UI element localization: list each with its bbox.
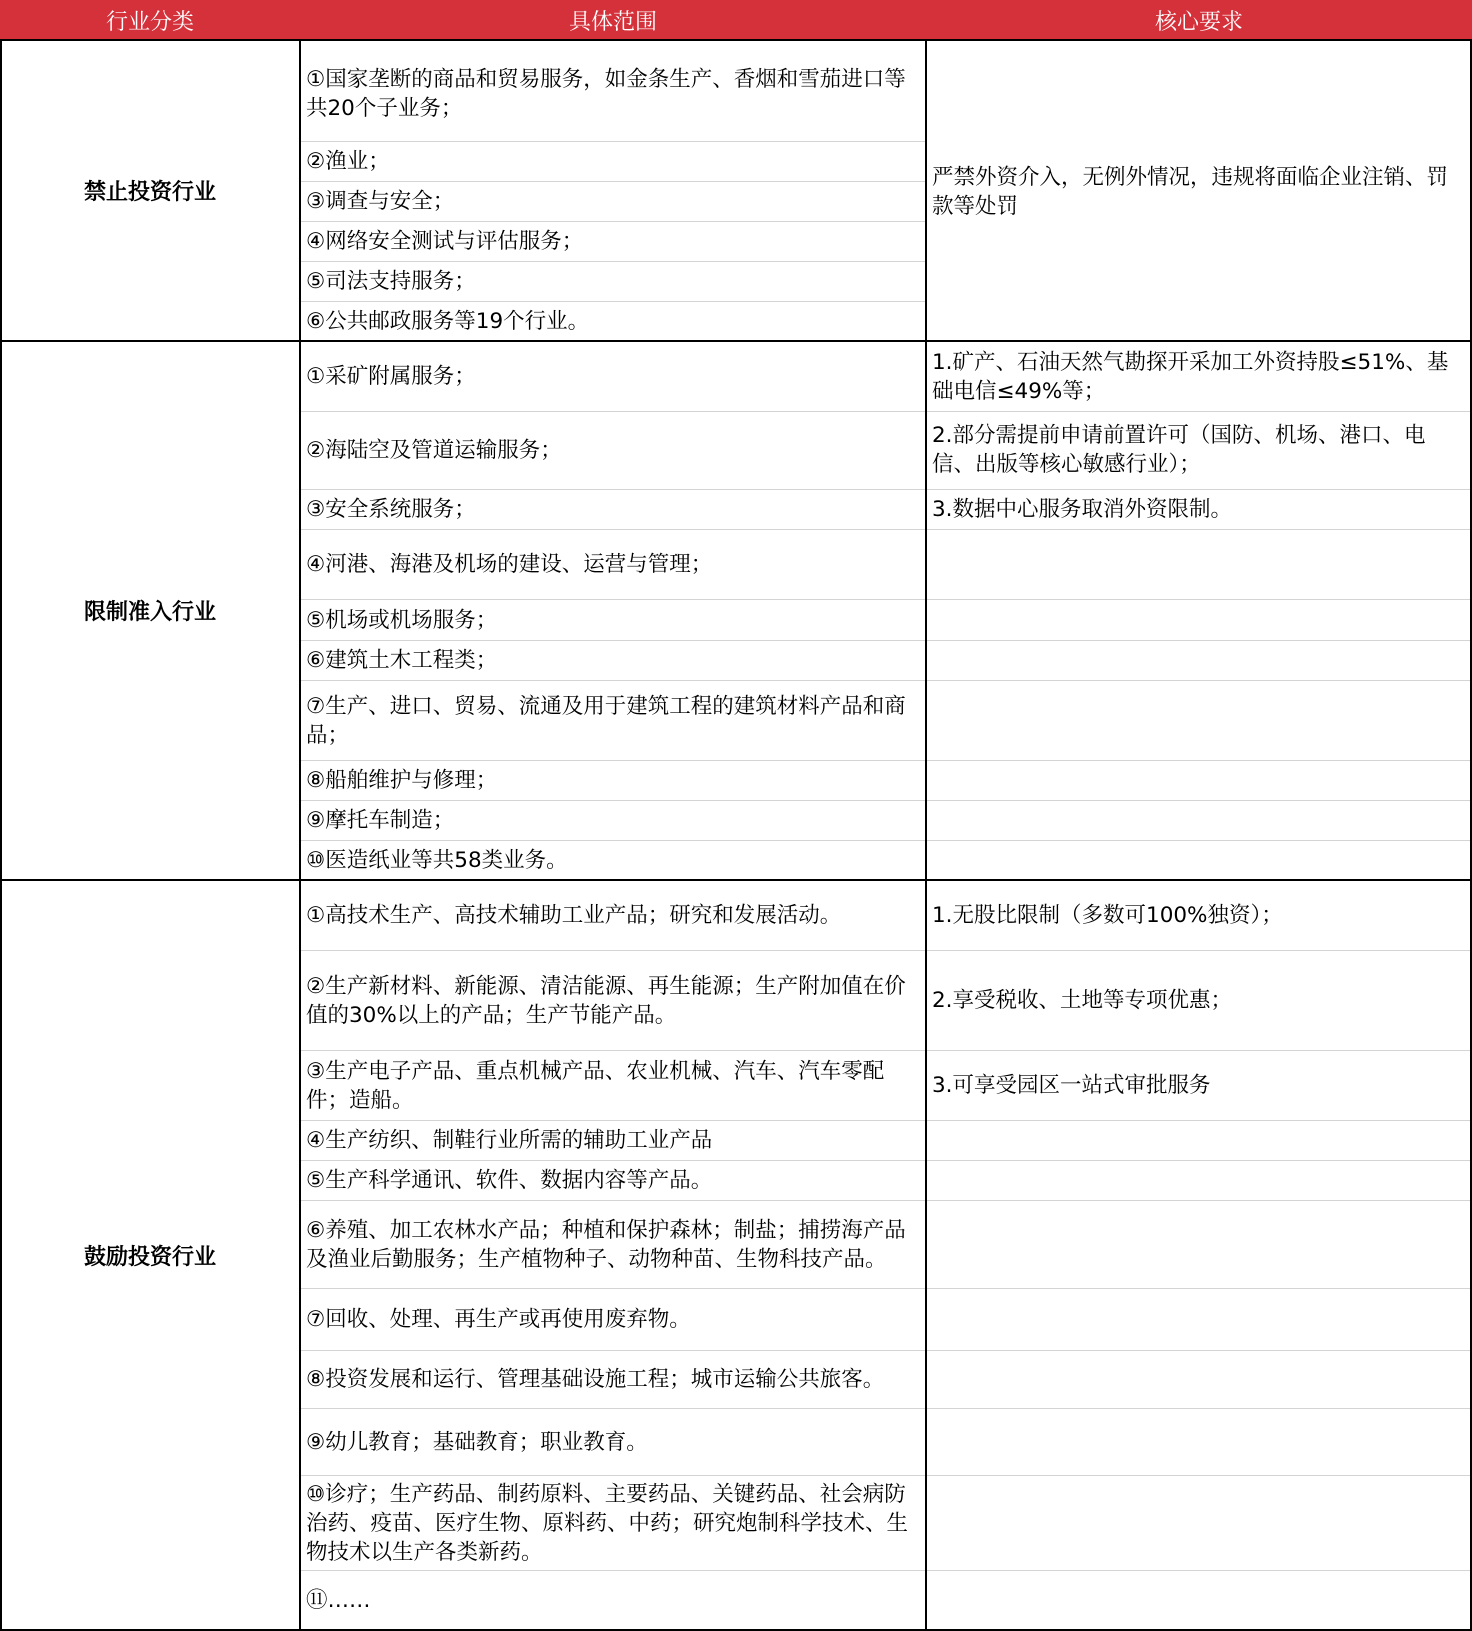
scope-item <box>300 61 926 126</box>
scope-item <box>300 1289 926 1350</box>
requirement-text: 3.可享受园区一站式审批服务 <box>932 1073 1211 1098</box>
scope-text: ③调查与安全； <box>306 189 455 214</box>
scope-item <box>300 302 926 340</box>
scope-text: ⑧投资发展和运行、管理基础设施工程；城市运输公共旅客。 <box>306 1367 885 1392</box>
scope-item <box>300 801 926 840</box>
header-scope: 具体范围 <box>300 0 926 40</box>
requirement-item <box>926 415 1472 485</box>
requirement-text: 严禁外资介入，无例外情况，违规将面临企业注销、罚款等处罚 <box>932 165 1449 219</box>
scope-text: ①国家垄断的商品和贸易服务，如金条生产、香烟和雪茄进口等共20个子业务； <box>306 66 906 121</box>
scope-text: ⑨摩托车制造； <box>306 808 455 833</box>
scope-item <box>300 412 926 489</box>
scope-item <box>300 1409 926 1475</box>
scope-item <box>300 342 926 411</box>
scope-text: ⑤机场或机场服务； <box>306 607 498 633</box>
scope-text: ③安全系统服务； <box>306 497 476 522</box>
scope-text: ①采矿附属服务； <box>306 364 476 389</box>
scope-item <box>300 1121 926 1160</box>
scope-text: ⑩诊疗；生产药品、制药原料、主要药品、关键药品、社会病防治药、疫苗、医疗生物、原料药、中药；研究炮制科学技术、生物技术以生产各类新药。 <box>306 1481 909 1565</box>
scope-item <box>300 641 926 680</box>
scope-text: ⑥建筑土木工程类； <box>306 648 498 673</box>
header-category: 行业分类 <box>0 0 300 40</box>
requirement-item <box>926 490 1472 529</box>
requirement-text: 2.部分需提前申请前置许可（国防、机场、港口、电信、出版等核心敏感行业）； <box>932 423 1426 477</box>
requirement-text: 2.享受税收、土地等专项优惠； <box>932 988 1233 1013</box>
scope-text: ④河港、海港及机场的建设、运营与管理； <box>306 552 713 577</box>
scope-item <box>300 1161 926 1200</box>
requirement-item <box>926 1051 1472 1120</box>
scope-text: ⑦生产、进口、贸易、流通及用于建筑工程的建筑材料产品和商品； <box>306 693 906 748</box>
requirement-item <box>926 344 1472 409</box>
scope-text: ⑩医造纸业等共58类业务。 <box>306 847 568 873</box>
scope-text: ⑦回收、处理、再生产或再使用废弃物。 <box>306 1307 691 1332</box>
scope-item <box>300 600 926 640</box>
requirement-item <box>926 162 1472 222</box>
category-encouraged: 鼓励投资行业 <box>83 1244 216 1270</box>
scope-text: ⑥养殖、加工农林水产品；种植和保护森林；制盐；捕捞海产品及渔业后勤服务；生产植物种子、动物种苗、生物科技产品。 <box>306 1217 906 1272</box>
requirement-item <box>926 951 1472 1050</box>
scope-text: ⑧船舶维护与修理； <box>306 768 498 793</box>
requirement-text: 1.无股比限制（多数可100%独资）； <box>932 903 1283 928</box>
category-prohibited: 禁止投资行业 <box>83 180 216 205</box>
scope-item <box>300 681 926 760</box>
scope-item <box>300 1201 926 1288</box>
category-restricted: 限制准入行业 <box>83 600 216 625</box>
scope-item <box>300 490 926 529</box>
scope-item <box>300 881 926 950</box>
scope-item <box>300 1051 926 1120</box>
scope-item <box>300 222 926 261</box>
scope-item <box>300 530 926 599</box>
scope-text: ④网络安全测试与评估服务； <box>306 229 584 254</box>
scope-text: ③生产电子产品、重点机械产品、农业机械、汽车、汽车零配件；造船。 <box>306 1058 885 1113</box>
scope-item <box>300 1351 926 1408</box>
requirement-item <box>926 881 1472 950</box>
scope-item <box>300 761 926 800</box>
scope-item <box>300 262 926 301</box>
scope-item <box>300 1571 926 1629</box>
scope-text: ⑥公共邮政服务等19个行业。 <box>306 308 590 334</box>
scope-item <box>300 841 926 879</box>
scope-item <box>300 182 926 221</box>
scope-item <box>300 142 926 181</box>
scope-text: ②海陆空及管道运输服务； <box>306 438 562 463</box>
scope-text: ①高技术生产、高技术辅助工业产品；研究和发展活动。 <box>306 903 842 928</box>
scope-text: ⑨幼儿教育；基础教育；职业教育。 <box>306 1429 648 1455</box>
scope-item <box>300 951 926 1050</box>
requirement-text: 1.矿产、石油天然气勘探开采加工外资持股≤51%、基础电信≤49%等； <box>932 349 1449 404</box>
scope-text: ②生产新材料、新能源、清洁能源、再生能源；生产附加值在价值的30%以上的产品；生产节能产品。 <box>306 973 906 1028</box>
header-requirements: 核心要求 <box>926 0 1472 40</box>
scope-text: ⑪…… <box>306 1587 371 1613</box>
scope-text: ⑤生产科学通讯、软件、数据内容等产品。 <box>306 1168 713 1193</box>
requirement-text: 3.数据中心服务取消外资限制。 <box>932 497 1233 522</box>
scope-item <box>300 1476 926 1570</box>
scope-text: ④生产纺织、制鞋行业所需的辅助工业产品 <box>306 1128 713 1153</box>
scope-text: ⑤司法支持服务； <box>306 269 476 294</box>
scope-text: ②渔业； <box>306 149 390 174</box>
